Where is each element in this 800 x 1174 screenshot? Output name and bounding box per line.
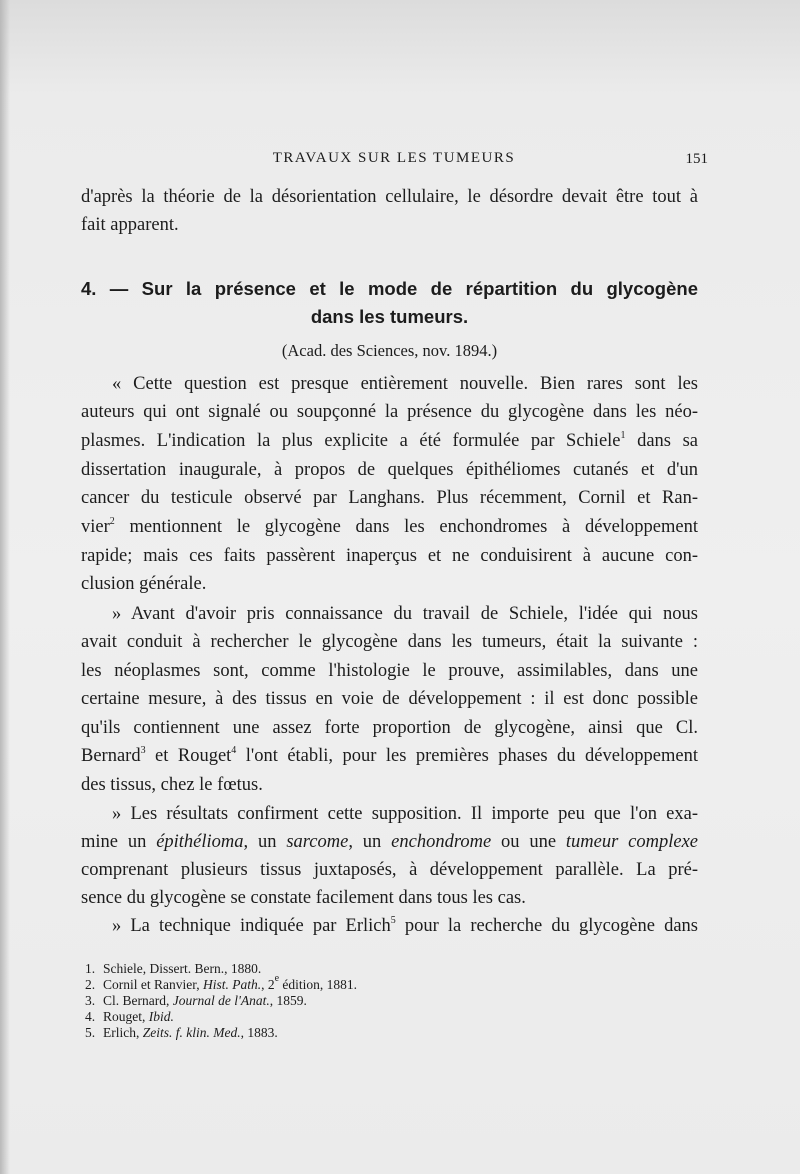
text-line: comprenant plusieurs tissus juxtaposés, à développement parallèle. La pré- (81, 860, 698, 880)
section-heading-continued: dans les tumeurs. (310, 306, 469, 327)
text-line: Bernard$^3$ et Rouget$^4$ l'ont établi, pour les premières phases du développement (81, 745, 698, 766)
footnote-ref: 4 (231, 745, 237, 756)
text-line: » Les résultats confirment cette supposition. Il importe peu que l'on exa- (112, 804, 698, 824)
page-header (80, 150, 708, 174)
text-line: vier$^2$ mentionnent le glycogène dans les enchondromes à développement (81, 516, 698, 537)
text-line: fait apparent. (81, 215, 179, 235)
section-heading: 4. — Sur la présence et le mode de répartition du glycogène (81, 278, 698, 299)
text-line: sence du glycogène se constate facilement dans tous les cas. (81, 888, 526, 908)
text-line: « Cette question est presque entièrement nouvelle. Bien rares sont les (112, 374, 698, 394)
footnote-ref: 2 (109, 516, 115, 527)
footnote: 3. Cl. Bernard, Journal de l'Anat., 1859. (85, 993, 307, 1008)
footnote: 4. Rouget, Ibid. (85, 1009, 174, 1024)
text-line: clusion générale. (81, 574, 207, 594)
footnote: 5. Erlich, Zeits. f. klin. Med., 1883. (85, 1025, 278, 1040)
text-line: mine un épithélioma, un sarcome, un enchondrome ou une tumeur complexe (81, 832, 699, 852)
footnote-ref: 1 (620, 430, 626, 441)
text-line: dissertation inaugurale, à propos de quelques épithéliomes cutanés et d'un (81, 460, 698, 480)
text-line: d'après la théorie de la désorientation cellulaire, le désordre devait être tout à (81, 187, 698, 207)
footnote: 1. Schiele, Dissert. Bern., 1880. (85, 961, 262, 976)
footnote-ref: 3 (140, 745, 146, 756)
section-citation: (Acad. des Sciences, nov. 1894.) (281, 341, 498, 360)
text-line: rapide; mais ces faits passèrent inaperçus et ne conduisirent à aucune con- (81, 546, 698, 566)
text-line: avait conduit à rechercher le glycogène dans les tumeurs, était la suivante : (81, 632, 698, 652)
footnote: 2. Cornil et Ranvier, Hist. Path., 2e édition, 1881. (85, 973, 358, 992)
text-line: » La technique indiquée par Erlich$^5$ pour la recherche du glycogène dans (112, 915, 699, 936)
text-line: cancer du testicule observé par Langhans. Plus récemment, Cornil et Ran- (81, 488, 698, 508)
page-number: 151 (685, 151, 708, 167)
text-line: les néoplasmes sont, comme l'histologie le prouve, assimilables, dans une (81, 661, 698, 681)
text-line: qu'ils contiennent une assez forte proportion de glycogène, ainsi que Cl. (81, 718, 698, 738)
text-line: » Avant d'avoir pris connaissance du travail de Schiele, l'idée qui nous (112, 604, 698, 624)
text-line: auteurs qui ont signalé ou soupçonné la présence du glycogène dans les néo- (81, 402, 698, 422)
running-title: TRAVAUX SUR LES TUMEURS (272, 150, 516, 166)
footnote-ref: 5 (390, 915, 396, 926)
text-line: plasmes. L'indication la plus explicite a été formulée par Schiele$^1$ dans sa (81, 430, 698, 451)
text-line: certaine mesure, à des tissus en voie de développement : il est donc possible (81, 689, 698, 709)
text-line: des tissus, chez le fœtus. (81, 775, 263, 795)
